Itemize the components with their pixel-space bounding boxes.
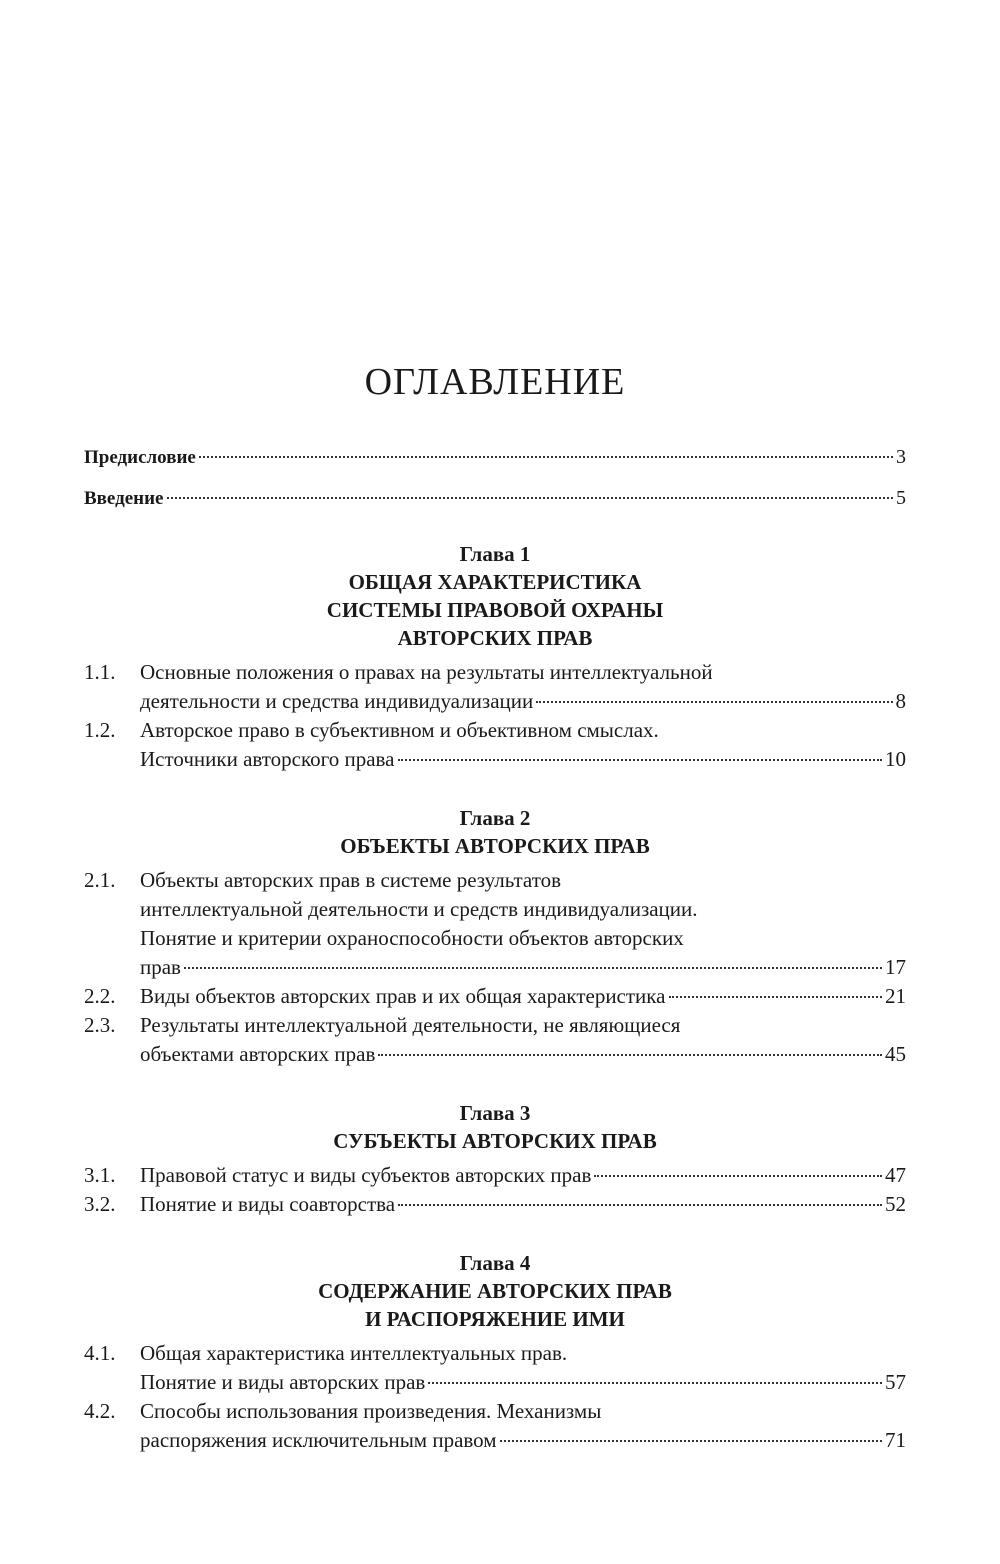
- toc-page-number: 45: [885, 1042, 906, 1066]
- toc-section-entry[interactable]: [84, 1397, 906, 1455]
- toc-entry-label: Предисловие: [84, 447, 196, 468]
- toc-page-number: 10: [885, 747, 906, 771]
- section-title-line: прав: [140, 955, 181, 979]
- section-title-line: распоряжения исключительным правом: [140, 1428, 497, 1452]
- section-last-line: [140, 1426, 906, 1455]
- section-title-line: интеллектуальной деятельности и средств индивидуализации.: [140, 897, 698, 921]
- chapter-title-line: СОДЕРЖАНИЕ АВТОРСКИХ ПРАВ: [318, 1279, 672, 1303]
- leader-dots: [594, 1175, 882, 1177]
- section-last-line: [140, 1368, 906, 1397]
- chapter-title-line: АВТОРСКИХ ПРАВ: [397, 626, 593, 650]
- section-title-line: Общая характеристика интеллектуальных прав.: [140, 1341, 568, 1365]
- section-list: [84, 1161, 906, 1219]
- toc-section-entry[interactable]: [84, 1011, 906, 1069]
- section-title-line: объектами авторских прав: [140, 1042, 376, 1066]
- section-body: [140, 1339, 906, 1397]
- chapter-title: [84, 1277, 906, 1333]
- toc-page-number: 21: [885, 984, 906, 1008]
- chapter-2: [84, 804, 906, 1069]
- section-last-line: [140, 745, 906, 774]
- section-title-line: Понятие и виды соавторства: [140, 1192, 396, 1216]
- section-number: 2.2.: [84, 984, 116, 1008]
- toc-page-number: 3: [896, 446, 906, 468]
- leader-dots: [398, 1204, 882, 1206]
- toc-entry-label: Введение: [84, 488, 164, 509]
- toc-entry-preface[interactable]: [84, 446, 906, 469]
- section-title-line: деятельности и средства индивидуализации: [140, 689, 534, 713]
- section-title-line: Результаты интеллектуальной деятельности, не являющиеся: [140, 1013, 681, 1037]
- section-title-line: Правовой статус и виды субъектов авторских прав: [140, 1163, 592, 1187]
- section-number: 2.3.: [84, 1013, 116, 1037]
- chapter-list: [84, 540, 906, 1455]
- leader-dots: [184, 967, 882, 969]
- section-number: 1.1.: [84, 660, 116, 684]
- section-last-line: [140, 1040, 906, 1069]
- chapter-3: [84, 1099, 906, 1219]
- toc-section-entry[interactable]: [84, 658, 906, 716]
- chapter-4: [84, 1249, 906, 1455]
- chapter-heading: Глава 1: [459, 542, 531, 566]
- chapter-title: [84, 832, 906, 860]
- leader-dots: [536, 701, 892, 703]
- toc-page-number: 71: [885, 1428, 906, 1452]
- leader-dots: [167, 497, 894, 499]
- section-body: [140, 716, 906, 774]
- section-body: [140, 1397, 906, 1455]
- leader-dots: [398, 759, 882, 761]
- chapter-title: [84, 1127, 906, 1155]
- section-title-line: Основные положения о правах на результаты интеллектуальной: [140, 660, 713, 684]
- section-last-line: [140, 982, 906, 1011]
- chapter-title: [84, 568, 906, 652]
- section-body: [140, 1011, 906, 1069]
- section-number: 4.1.: [84, 1341, 116, 1365]
- toc-page-number: 52: [885, 1192, 906, 1216]
- section-body: [140, 982, 906, 1011]
- section-last-line: [140, 1161, 906, 1190]
- leader-dots: [199, 456, 893, 458]
- chapter-title-line: ОБЪЕКТЫ АВТОРСКИХ ПРАВ: [340, 834, 650, 858]
- section-title-line: Авторское право в субъективном и объективном смыслах.: [140, 718, 659, 742]
- section-number: 4.2.: [84, 1399, 116, 1423]
- section-title-line: Объекты авторских прав в системе результатов: [140, 868, 562, 892]
- toc-page-number: 8: [895, 689, 906, 713]
- section-last-line: [140, 953, 906, 982]
- toc-section-entry[interactable]: [84, 1161, 906, 1190]
- section-body: [140, 866, 906, 982]
- section-list: [84, 866, 906, 1069]
- section-number: 3.2.: [84, 1192, 116, 1216]
- section-title-line: Понятие и виды авторских прав: [140, 1370, 426, 1394]
- section-body: [140, 1190, 906, 1219]
- chapter-title-line: СИСТЕМЫ ПРАВОВОЙ ОХРАНЫ: [326, 598, 664, 622]
- chapter-title-line: ОБЩАЯ ХАРАКТЕРИСТИКА: [348, 570, 642, 594]
- toc-page-number: 57: [885, 1370, 906, 1394]
- leader-dots: [669, 996, 882, 998]
- chapter-heading: Глава 2: [459, 806, 531, 830]
- toc-entry-introduction[interactable]: [84, 487, 906, 510]
- section-title-line: Виды объектов авторских прав и их общая характеристика: [140, 984, 666, 1008]
- chapter-title-line: СУБЪЕКТЫ АВТОРСКИХ ПРАВ: [333, 1129, 657, 1153]
- section-list: [84, 658, 906, 774]
- toc-page-number: 17: [885, 955, 906, 979]
- section-body: [140, 1161, 906, 1190]
- page-title: ОГЛАВЛЕНИЕ: [364, 361, 626, 403]
- section-title-line: Источники авторского права: [140, 747, 395, 771]
- toc-section-entry[interactable]: [84, 982, 906, 1011]
- table-of-contents: [84, 360, 906, 1455]
- section-number: 3.1.: [84, 1163, 116, 1187]
- section-number: 2.1.: [84, 868, 116, 892]
- chapter-1: [84, 540, 906, 774]
- section-last-line: [140, 1190, 906, 1219]
- leader-dots: [378, 1054, 882, 1056]
- chapter-heading: Глава 3: [459, 1101, 531, 1125]
- toc-section-entry[interactable]: [84, 716, 906, 774]
- section-title-line: Понятие и критерии охраноспособности объектов авторских: [140, 926, 684, 950]
- toc-page-number: 47: [885, 1163, 906, 1187]
- front-matter: [84, 446, 906, 510]
- section-list: [84, 1339, 906, 1455]
- toc-page-number: 5: [896, 487, 906, 509]
- section-title-line: Способы использования произведения. Механизмы: [140, 1399, 602, 1423]
- section-last-line: [140, 687, 906, 716]
- toc-section-entry[interactable]: [84, 1339, 906, 1397]
- leader-dots: [500, 1440, 882, 1442]
- section-number: 1.2.: [84, 718, 116, 742]
- leader-dots: [428, 1382, 882, 1384]
- chapter-heading: Глава 4: [459, 1251, 531, 1275]
- toc-section-entry[interactable]: [84, 1190, 906, 1219]
- toc-section-entry[interactable]: [84, 866, 906, 982]
- chapter-title-line: И РАСПОРЯЖЕНИЕ ИМИ: [365, 1307, 625, 1331]
- section-body: [140, 658, 906, 716]
